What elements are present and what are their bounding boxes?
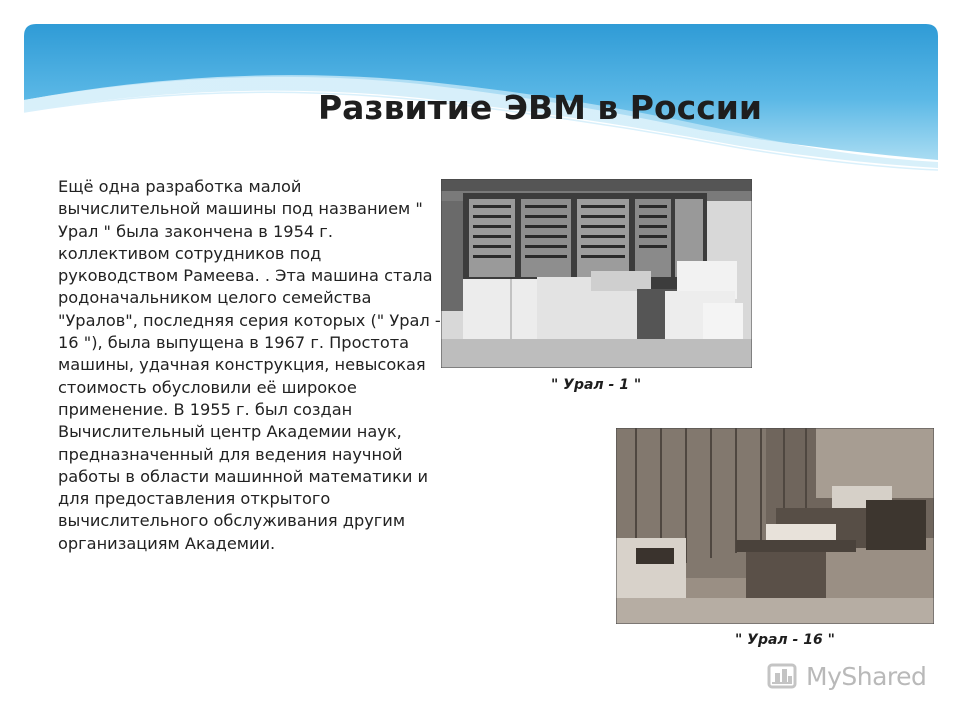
myshared-logo-icon bbox=[766, 659, 800, 693]
myshared-watermark bbox=[766, 656, 946, 696]
ural-1-photo bbox=[441, 179, 752, 368]
ural-16-photo bbox=[616, 428, 934, 624]
body-paragraph: Ещё одна разработка малой вычислительной машины под названием " Урал " была закончена в 1954 г. коллективом сотрудников под руководством Рамеева. . Эта машина стала родоначальником целого семейства "Уралов", последняя серия которых (" Урал - 16 "), была выпущена в 1967 г. Простота машины, удачная конструкция, невысокая стоимость обусловили её широкое применение. В 1955 г. был создан Вычислительный центр Академии наук, предназначенный для ведения научной работы в области машинной математики и для предоставления открытого вычислительного обслуживания другим организациям Академии. bbox=[58, 177, 441, 553]
ural-1-caption: " Урал - 1 " bbox=[551, 377, 642, 393]
watermark-text: MyShared bbox=[806, 661, 927, 691]
slide-title: Развитие ЭВМ в России bbox=[317, 88, 763, 127]
ural-16-caption: " Урал - 16 " bbox=[735, 632, 835, 648]
